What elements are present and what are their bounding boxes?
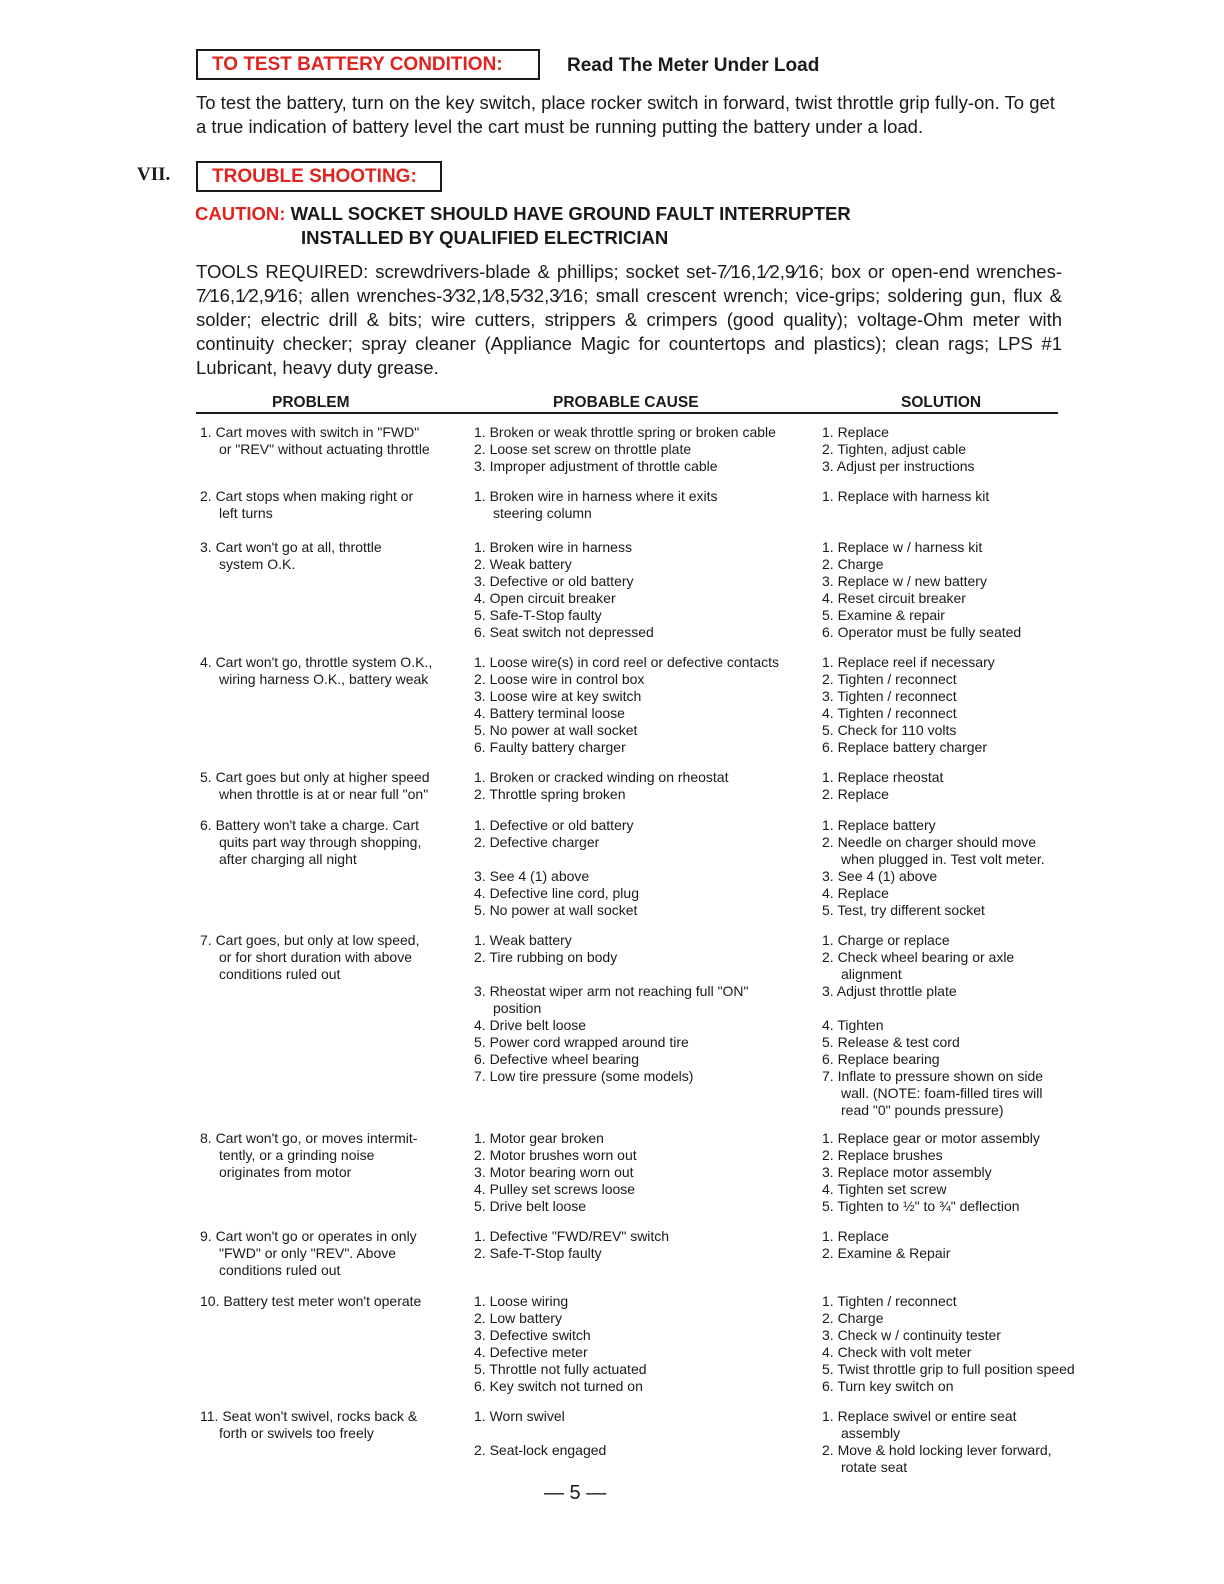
problem-cell bbox=[200, 539, 446, 573]
problem-line: or "REV" without actuating throttle bbox=[219, 441, 430, 457]
cause-line: 6. Key switch not turned on bbox=[474, 1378, 643, 1394]
cause-line: 7. Low tire pressure (some models) bbox=[474, 1068, 694, 1084]
solution-line: 3. See 4 (1) above bbox=[822, 868, 938, 884]
problem-cell bbox=[200, 488, 446, 522]
cause-line: 1. Defective "FWD/REV" switch bbox=[474, 1228, 670, 1244]
solution-cell bbox=[822, 817, 1062, 919]
solution-line: 3. Tighten / reconnect bbox=[822, 688, 957, 704]
cause-line: 5. No power at wall socket bbox=[474, 902, 638, 918]
solution-cell bbox=[822, 1130, 1062, 1215]
solution-line: 4. Reset circuit breaker bbox=[822, 590, 966, 606]
problem-cell bbox=[200, 424, 446, 458]
cause-line: 6. Seat switch not depressed bbox=[474, 624, 654, 640]
cause-line: 3. Motor bearing worn out bbox=[474, 1164, 634, 1180]
cause-line: 1. Broken wire in harness where it exits bbox=[474, 488, 718, 504]
solution-line: 2. Charge bbox=[822, 556, 884, 572]
solution-cell bbox=[822, 1408, 1062, 1476]
cause-line: 1. Broken wire in harness bbox=[474, 539, 632, 555]
solution-line: 1. Replace bbox=[822, 424, 889, 440]
problem-line: 9. Cart won't go or operates in only bbox=[200, 1228, 417, 1244]
cause-line: 6. Defective wheel bearing bbox=[474, 1051, 639, 1067]
solution-line: 4. Replace bbox=[822, 885, 889, 901]
solution-line: 3. Replace motor assembly bbox=[822, 1164, 992, 1180]
problem-line: or for short duration with above bbox=[219, 949, 412, 965]
solution-line: 5. Test, try different socket bbox=[822, 902, 985, 918]
troubleshooting-heading-box: TROUBLE SHOOTING: bbox=[196, 161, 442, 192]
cause-line: 5. Power cord wrapped around tire bbox=[474, 1034, 689, 1050]
solution-line: 1. Replace swivel or entire seat bbox=[822, 1408, 1017, 1424]
problem-line: left turns bbox=[219, 505, 273, 521]
solution-cell bbox=[822, 654, 1062, 756]
solution-line: 2. Charge bbox=[822, 1310, 884, 1326]
cause-cell bbox=[474, 1130, 804, 1215]
column-header-probable-cause: PROBABLE CAUSE bbox=[553, 394, 699, 411]
caution-label: CAUTION: bbox=[195, 203, 286, 224]
solution-line: 1. Tighten / reconnect bbox=[822, 1293, 957, 1309]
cause-line: 1. Worn swivel bbox=[474, 1408, 565, 1424]
problem-line: when throttle is at or near full "on" bbox=[219, 786, 429, 802]
cause-line: 1. Loose wire(s) in cord reel or defective contacts bbox=[474, 654, 780, 670]
problem-line: conditions ruled out bbox=[219, 966, 341, 982]
solution-line: 4. Tighten bbox=[822, 1017, 884, 1033]
cause-cell bbox=[474, 488, 804, 522]
solution-line: 2. Tighten / reconnect bbox=[822, 671, 957, 687]
battery-test-heading-box: TO TEST BATTERY CONDITION: bbox=[196, 49, 540, 80]
problem-cell bbox=[200, 932, 446, 983]
problem-line: system O.K. bbox=[219, 556, 296, 572]
caution-line-1: WALL SOCKET SHOULD HAVE GROUND FAULT INTERRUPTER bbox=[290, 203, 851, 224]
cause-line: 2. Motor brushes worn out bbox=[474, 1147, 637, 1163]
problem-cell bbox=[200, 1130, 446, 1181]
solution-line: 5. Twist throttle grip to full position speed bbox=[822, 1361, 1075, 1377]
cause-line: 1. Loose wiring bbox=[474, 1293, 569, 1309]
solution-line: 6. Operator must be fully seated bbox=[822, 624, 1022, 640]
solution-line: 5. Tighten to ½" to ¾" deflection bbox=[822, 1198, 1020, 1214]
solution-cell bbox=[822, 539, 1062, 641]
cause-line: 1. Broken or weak throttle spring or broken cable bbox=[474, 424, 776, 440]
cause-line: 1. Motor gear broken bbox=[474, 1130, 604, 1146]
cause-line: 4. Defective line cord, plug bbox=[474, 885, 639, 901]
cause-line: 2. Weak battery bbox=[474, 556, 572, 572]
problem-line: tently, or a grinding noise bbox=[219, 1147, 375, 1163]
solution-line: rotate seat bbox=[841, 1459, 908, 1475]
solution-line: 4. Tighten / reconnect bbox=[822, 705, 957, 721]
cause-line: 3. See 4 (1) above bbox=[474, 868, 590, 884]
cause-line: 4. Defective meter bbox=[474, 1344, 588, 1360]
solution-line: 6. Replace bearing bbox=[822, 1051, 940, 1067]
problem-cell bbox=[200, 817, 446, 868]
cause-line: 3. Improper adjustment of throttle cable bbox=[474, 458, 718, 474]
solution-line: read "0" pounds pressure) bbox=[841, 1102, 1004, 1118]
cause-line: 2. Tire rubbing on body bbox=[474, 949, 618, 965]
solution-cell bbox=[822, 488, 1062, 505]
solution-line: 2. Tighten, adjust cable bbox=[822, 441, 966, 457]
problem-line: 7. Cart goes, but only at low speed, bbox=[200, 932, 420, 948]
problem-line: 2. Cart stops when making right or bbox=[200, 488, 414, 504]
cause-cell bbox=[474, 1228, 804, 1262]
solution-line: 2. Needle on charger should move bbox=[822, 834, 1037, 850]
problem-cell bbox=[200, 769, 446, 803]
cause-line: 5. Drive belt loose bbox=[474, 1198, 587, 1214]
solution-line: 3. Check w / continuity tester bbox=[822, 1327, 1001, 1343]
solution-line: wall. (NOTE: foam-filled tires will bbox=[841, 1085, 1043, 1101]
solution-line: 2. Replace brushes bbox=[822, 1147, 943, 1163]
solution-line: alignment bbox=[841, 966, 902, 982]
cause-line: 3. Defective switch bbox=[474, 1327, 591, 1343]
solution-line: 1. Replace gear or motor assembly bbox=[822, 1130, 1040, 1146]
solution-line: 2. Replace bbox=[822, 786, 889, 802]
problem-line: conditions ruled out bbox=[219, 1262, 341, 1278]
solution-line: 5. Examine & repair bbox=[822, 607, 945, 623]
cause-cell bbox=[474, 932, 804, 1085]
section-number: VII. bbox=[137, 164, 171, 185]
solution-line: 1. Replace rheostat bbox=[822, 769, 944, 785]
cause-line: 1. Defective or old battery bbox=[474, 817, 634, 833]
cause-line: 5. No power at wall socket bbox=[474, 722, 638, 738]
cause-line: 4. Battery terminal loose bbox=[474, 705, 625, 721]
caution-notice bbox=[195, 202, 851, 250]
cause-line: 4. Pulley set screws loose bbox=[474, 1181, 636, 1197]
cause-line: 4. Drive belt loose bbox=[474, 1017, 587, 1033]
cause-line: 3. Loose wire at key switch bbox=[474, 688, 642, 704]
cause-cell bbox=[474, 654, 804, 756]
cause-line: 4. Open circuit breaker bbox=[474, 590, 616, 606]
problem-line: wiring harness O.K., battery weak bbox=[219, 671, 429, 687]
cause-line: 2. Defective charger bbox=[474, 834, 600, 850]
problem-line: 10. Battery test meter won't operate bbox=[200, 1293, 422, 1309]
solution-line: 2. Move & hold locking lever forward, bbox=[822, 1442, 1052, 1458]
problem-line: "FWD" or only "REV". Above bbox=[219, 1245, 397, 1261]
problem-cell bbox=[200, 654, 446, 688]
cause-line: 2. Loose set screw on throttle plate bbox=[474, 441, 692, 457]
solution-line: 1. Replace w / harness kit bbox=[822, 539, 983, 555]
cause-cell bbox=[474, 817, 804, 919]
solution-cell bbox=[822, 1228, 1062, 1262]
cause-cell bbox=[474, 424, 804, 475]
problem-line: after charging all night bbox=[219, 851, 357, 867]
problem-line: 4. Cart won't go, throttle system O.K., bbox=[200, 654, 433, 670]
solution-line: 1. Replace with harness kit bbox=[822, 488, 990, 504]
solution-line: 4. Tighten set screw bbox=[822, 1181, 947, 1197]
problem-line: 11. Seat won't swivel, rocks back & bbox=[200, 1408, 418, 1424]
solution-line: 2. Check wheel bearing or axle bbox=[822, 949, 1015, 965]
solution-line: 5. Check for 110 volts bbox=[822, 722, 957, 738]
cause-cell bbox=[474, 769, 804, 803]
caution-line-2: INSTALLED BY QUALIFIED ELECTRICIAN bbox=[301, 227, 669, 248]
solution-line: 6. Replace battery charger bbox=[822, 739, 987, 755]
solution-line: 3. Adjust throttle plate bbox=[822, 983, 957, 999]
cause-line: 2. Safe-T-Stop faulty bbox=[474, 1245, 602, 1261]
solution-line: 1. Replace battery bbox=[822, 817, 936, 833]
column-header-solution: SOLUTION bbox=[901, 394, 982, 411]
problem-line: 5. Cart goes but only at higher speed bbox=[200, 769, 430, 785]
header-rule bbox=[196, 412, 1058, 414]
problem-line: 8. Cart won't go, or moves intermit- bbox=[200, 1130, 418, 1146]
problem-line: forth or swivels too freely bbox=[219, 1425, 374, 1441]
cause-line: 6. Faulty battery charger bbox=[474, 739, 626, 755]
solution-line: 3. Replace w / new battery bbox=[822, 573, 987, 589]
solution-line: 7. Inflate to pressure shown on side bbox=[822, 1068, 1044, 1084]
solution-line: 3. Adjust per instructions bbox=[822, 458, 975, 474]
solution-line: assembly bbox=[841, 1425, 901, 1441]
solution-line: 1. Replace bbox=[822, 1228, 889, 1244]
cause-line: position bbox=[493, 1000, 542, 1016]
cause-line: 2. Seat-lock engaged bbox=[474, 1442, 607, 1458]
solution-line: when plugged in. Test volt meter. bbox=[841, 851, 1045, 867]
page-number: — 5 — bbox=[544, 1482, 607, 1504]
cause-cell bbox=[474, 1408, 804, 1459]
solution-cell bbox=[822, 1293, 1075, 1395]
problem-line: 6. Battery won't take a charge. Cart bbox=[200, 817, 420, 833]
problem-cell bbox=[200, 1293, 446, 1310]
cause-line: 2. Loose wire in control box bbox=[474, 671, 645, 687]
solution-line: 6. Turn key switch on bbox=[822, 1378, 954, 1394]
solution-line: 1. Replace reel if necessary bbox=[822, 654, 995, 670]
solution-line: 2. Examine & Repair bbox=[822, 1245, 951, 1261]
cause-cell bbox=[474, 539, 804, 641]
problem-line: originates from motor bbox=[219, 1164, 352, 1180]
solution-line: 5. Release & test cord bbox=[822, 1034, 960, 1050]
column-header-problem: PROBLEM bbox=[272, 394, 350, 411]
solution-cell bbox=[822, 769, 1062, 803]
cause-cell bbox=[474, 1293, 804, 1395]
cause-line: 3. Defective or old battery bbox=[474, 573, 634, 589]
cause-line: 5. Throttle not fully actuated bbox=[474, 1361, 647, 1377]
problem-cell bbox=[200, 1228, 446, 1279]
cause-line: 2. Throttle spring broken bbox=[474, 786, 626, 802]
solution-line: 4. Check with volt meter bbox=[822, 1344, 972, 1360]
solution-line: 1. Charge or replace bbox=[822, 932, 950, 948]
cause-line: 5. Safe-T-Stop faulty bbox=[474, 607, 602, 623]
problem-line: quits part way through shopping, bbox=[219, 834, 422, 850]
cause-line: 1. Broken or cracked winding on rheostat bbox=[474, 769, 729, 785]
cause-line: 3. Rheostat wiper arm not reaching full "ON" bbox=[474, 983, 749, 999]
solution-cell bbox=[822, 424, 1062, 475]
battery-test-subtitle: Read The Meter Under Load bbox=[567, 55, 820, 76]
tools-required-paragraph: TOOLS REQUIRED: screwdrivers-blade & phillips; socket set-7⁄16,1⁄2,9⁄16; box or open-end wrenches-7⁄16,1⁄2,9⁄16; allen wrenches-3⁄32,1⁄8,5⁄32,3⁄16; small crescent wrench; vice-grips; soldering gun, flux & solder; electric drill & bits; wire cutters, strippers & crimpers (good quality); voltage-Ohm meter with continuity checker; spray cleaner (Appliance Magic for countertops and plastics); clean rags; LPS #1 Lubricant, heavy duty grease. bbox=[196, 261, 1062, 378]
cause-line: 1. Weak battery bbox=[474, 932, 572, 948]
solution-cell bbox=[822, 932, 1062, 1119]
cause-line: steering column bbox=[493, 505, 592, 521]
problem-line: 1. Cart moves with switch in "FWD" bbox=[200, 424, 420, 440]
problem-cell bbox=[200, 1408, 446, 1442]
cause-line: 2. Low battery bbox=[474, 1310, 562, 1326]
battery-test-paragraph: To test the battery, turn on the key switch, place rocker switch in forward, twist throttle grip fully-on. To get a true indication of battery level the cart must be running putting the battery under a load. bbox=[196, 92, 1055, 137]
problem-line: 3. Cart won't go at all, throttle bbox=[200, 539, 382, 555]
